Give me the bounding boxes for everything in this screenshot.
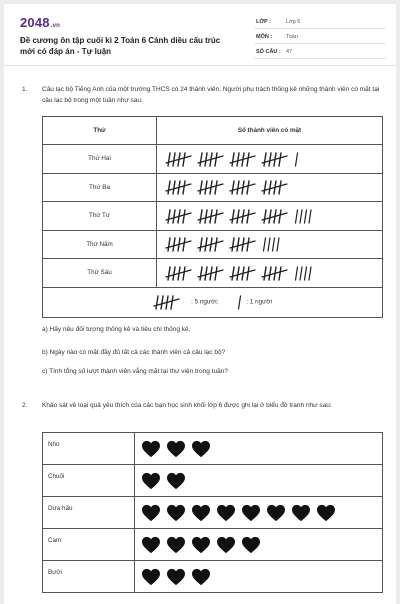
question-number: 2. [22, 402, 28, 409]
column-header-day: Thứ [43, 117, 157, 145]
table-row [43, 497, 383, 529]
tally-marks [165, 264, 317, 282]
hearts-cell [135, 465, 383, 497]
heart-icon [216, 504, 236, 522]
table-row [43, 173, 383, 202]
fruit-cell: Chuối [43, 465, 135, 497]
tally-one-icon [236, 299, 247, 306]
heart-icon [316, 504, 336, 522]
tally-one-mark [236, 293, 247, 311]
page-header [4, 4, 396, 66]
document-title: Đề cương ôn tập cuối kì 2 Toán 6 Cánh diều cấu trúc mới có đáp án - Tự luận [20, 36, 221, 56]
heart-icon [266, 504, 286, 522]
hearts-cell [135, 433, 383, 465]
fruit-cell: Nho [43, 433, 135, 465]
question-part-b: b) Ngày nào có mặt đầy đủ tất cả các thành viên cả câu lạc bộ? [42, 349, 226, 356]
heart-icon [166, 536, 186, 554]
tally-cell [157, 259, 383, 288]
meta-row-class: LỚP : Lớp 6 [254, 14, 386, 29]
tally-cell [157, 230, 383, 259]
table-row [43, 465, 383, 497]
day-cell: Thứ Tư [43, 202, 157, 231]
site-logo[interactable]: 2048.vn [20, 15, 61, 30]
day-cell: Thứ Ba [43, 173, 157, 202]
question-text: Câu lạc bộ Tiếng Anh của một trường THCS có 24 thành viên. Người phụ trách thống kê những thành viên có mặt tại câu lạc bộ trong một tuần như sau: [42, 86, 380, 104]
fruit-cell: Dưa hấu [43, 497, 135, 529]
tally-marks [165, 235, 285, 253]
question-part-c: c) Tính tổng số lượt thành viên vắng mặt tại thư viện trong tuần? [42, 368, 228, 375]
heart-icon [166, 440, 186, 458]
question-part-a: a) Hãy nêu đối tượng thống kê và tiêu chí thống kê. [42, 326, 191, 333]
tally-cell [157, 202, 383, 231]
heart-icon [191, 504, 211, 522]
heart-icon [141, 568, 161, 586]
question-text: Khảo sát về loại quả yêu thích của các bạn học sinh khối lớp 6 được ghi lại ở biểu đồ tranh như sau: [42, 402, 332, 409]
heart-icon [141, 440, 161, 458]
table-row [43, 230, 383, 259]
meta-row-subject: MÔN : Toán [254, 29, 386, 44]
fruit-cell: Bưởi [43, 561, 135, 593]
table-row [43, 145, 383, 174]
heart-icon [166, 504, 186, 522]
heart-icon [241, 504, 261, 522]
heart-icon [241, 536, 261, 554]
column-header-count: Số thành viên có mặt [157, 117, 383, 145]
tally-marks [165, 150, 304, 168]
hearts-cell [135, 529, 383, 561]
heart-icon [191, 440, 211, 458]
tally-cell [157, 173, 383, 202]
hearts-cell [135, 497, 383, 529]
document-page [4, 4, 396, 604]
day-cell: Thứ Sáu [43, 259, 157, 288]
table-row [43, 529, 383, 561]
tally-five-mark [153, 293, 191, 311]
heart-icon [141, 504, 161, 522]
table-row [43, 433, 383, 465]
tally-five-icon [153, 299, 191, 306]
heart-icon [191, 536, 211, 554]
heart-icon [166, 472, 186, 490]
attendance-table [42, 116, 383, 318]
table-row [43, 202, 383, 231]
fruit-cell: Cam [43, 529, 135, 561]
heart-icon [291, 504, 311, 522]
heart-icon [141, 536, 161, 554]
heart-icon [141, 472, 161, 490]
table-row [43, 561, 383, 593]
day-cell: Thứ Năm [43, 230, 157, 259]
tally-marks [165, 178, 299, 196]
hearts-cell [135, 561, 383, 593]
meta-row-count: SỐ CÂU : 47 [254, 44, 386, 59]
tally-legend: : 5 người; : 1 người [43, 287, 383, 317]
table-row [43, 259, 383, 288]
heart-icon [166, 568, 186, 586]
document-meta [254, 14, 386, 59]
heart-icon [216, 536, 236, 554]
fruit-picture-chart [42, 432, 383, 593]
table-header-row [43, 117, 383, 145]
heart-icon [191, 568, 211, 586]
table-legend-row [43, 287, 383, 317]
question-number: 1. [22, 86, 28, 93]
day-cell: Thứ Hai [43, 145, 157, 174]
tally-cell [157, 145, 383, 174]
tally-marks [165, 207, 317, 225]
